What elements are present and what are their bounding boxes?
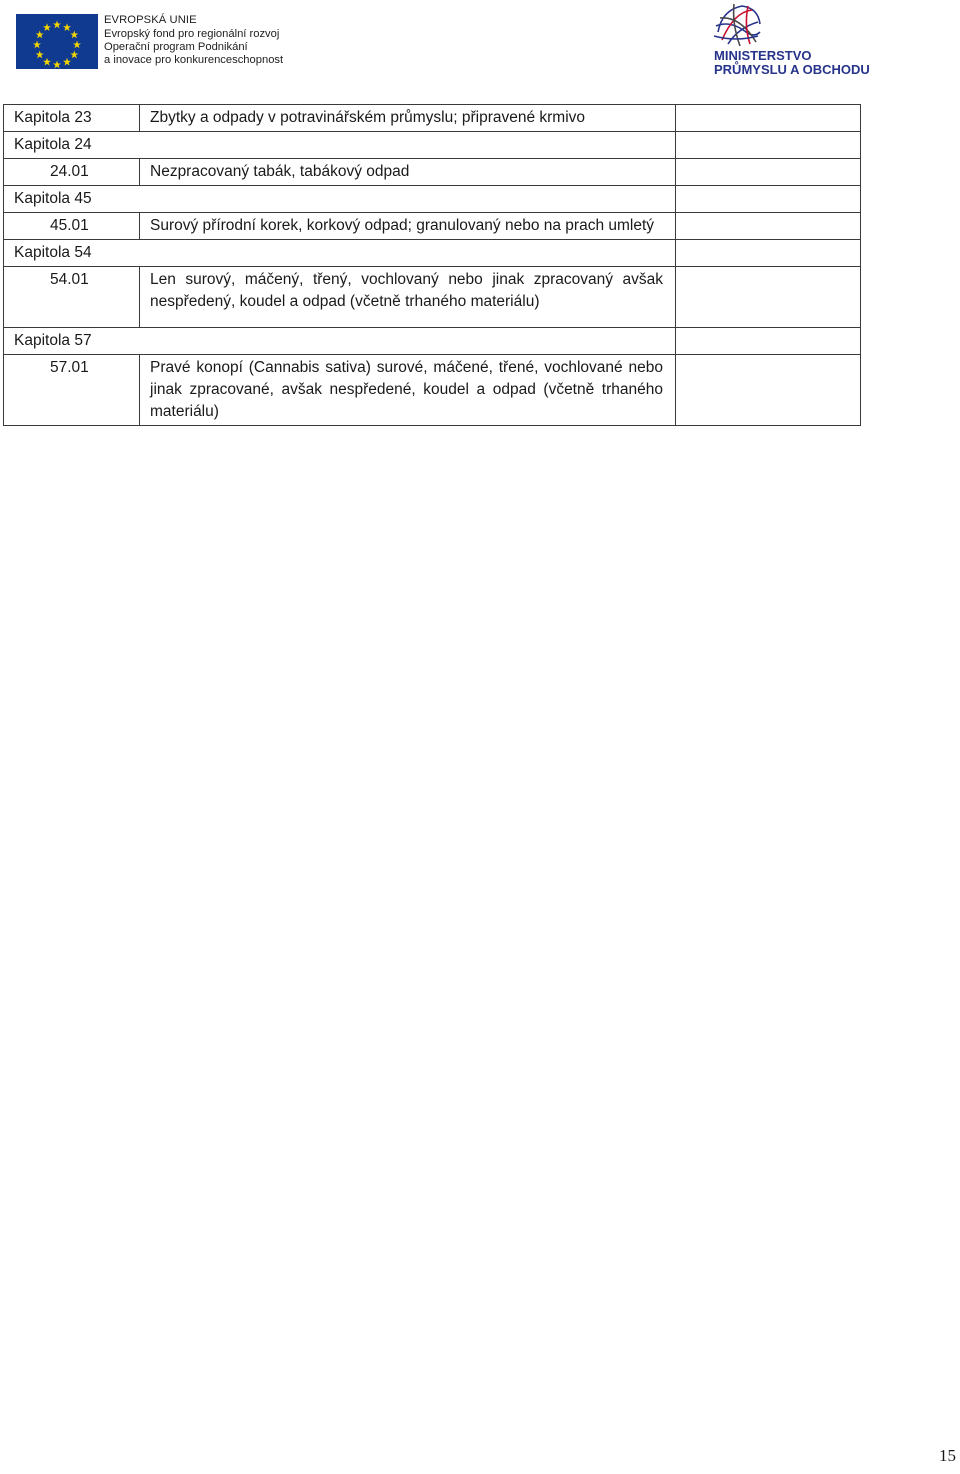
empty-cell xyxy=(676,240,861,267)
eu-logo-line: EVROPSKÁ UNIE xyxy=(104,14,197,27)
eu-logo xyxy=(16,13,283,69)
table-row xyxy=(4,240,861,267)
page-number: 15 xyxy=(939,1446,956,1465)
item-code: 57.01 xyxy=(4,355,140,426)
table-row xyxy=(4,105,861,132)
chapter-code: Kapitola 57 xyxy=(4,328,676,355)
chapter-code: Kapitola 24 xyxy=(4,132,676,159)
empty-cell xyxy=(676,213,861,240)
table-row xyxy=(4,328,861,355)
eu-flag-icon xyxy=(16,14,98,69)
eu-logo-line: Operační program Podnikání xyxy=(104,41,248,53)
item-code: 54.01 xyxy=(4,267,140,328)
table-row xyxy=(4,159,861,186)
item-code: 24.01 xyxy=(4,159,140,186)
eu-stars-icon xyxy=(16,14,98,69)
empty-cell xyxy=(676,159,861,186)
empty-cell xyxy=(676,132,861,159)
empty-cell xyxy=(676,355,861,426)
eu-logo-text xyxy=(104,14,283,67)
eu-logo-line: Evropský fond pro regionální rozvoj xyxy=(104,27,280,40)
mpo-logo-text xyxy=(714,49,870,77)
table-row xyxy=(4,213,861,240)
chapter-code: Kapitola 23 xyxy=(4,105,140,132)
mpo-logo-line: PRŮMYSLU A OBCHODU xyxy=(714,62,870,77)
chapter-code: Kapitola 54 xyxy=(4,240,676,267)
item-code: 45.01 xyxy=(4,213,140,240)
item-description: Nezpracovaný tabák, tabákový odpad xyxy=(140,159,676,186)
table-row xyxy=(4,267,861,328)
empty-cell xyxy=(676,105,861,132)
item-description: Len surový, máčený, třený, vochlovaný nebo jinak zpracovaný avšak nespředený, koudel a odpad (včetně trhaného materiálu) xyxy=(140,267,676,328)
chapter-description: Zbytky a odpady v potravinářském průmyslu; připravené krmivo xyxy=(140,105,676,132)
table-row xyxy=(4,132,861,159)
empty-cell xyxy=(676,186,861,213)
empty-cell xyxy=(676,328,861,355)
eu-logo-line: a inovace pro konkurenceschopnost xyxy=(104,54,284,67)
mpo-logo-line: MINISTERSTVO xyxy=(714,48,812,63)
table-row xyxy=(4,186,861,213)
empty-cell xyxy=(676,267,861,328)
table-row xyxy=(4,355,861,426)
chapter-table xyxy=(3,104,861,426)
item-description: Surový přírodní korek, korkový odpad; granulovaný nebo na prach umletý xyxy=(140,213,676,240)
mpo-logo xyxy=(710,2,885,80)
chapter-code: Kapitola 45 xyxy=(4,186,676,213)
item-description: Pravé konopí (Cannabis sativa) surové, máčené, třené, vochlované nebo jinak zpracované, avšak nespředené, koudel a odpad (včetně trhaného materiálu) xyxy=(140,355,676,426)
globe-icon xyxy=(712,2,762,48)
